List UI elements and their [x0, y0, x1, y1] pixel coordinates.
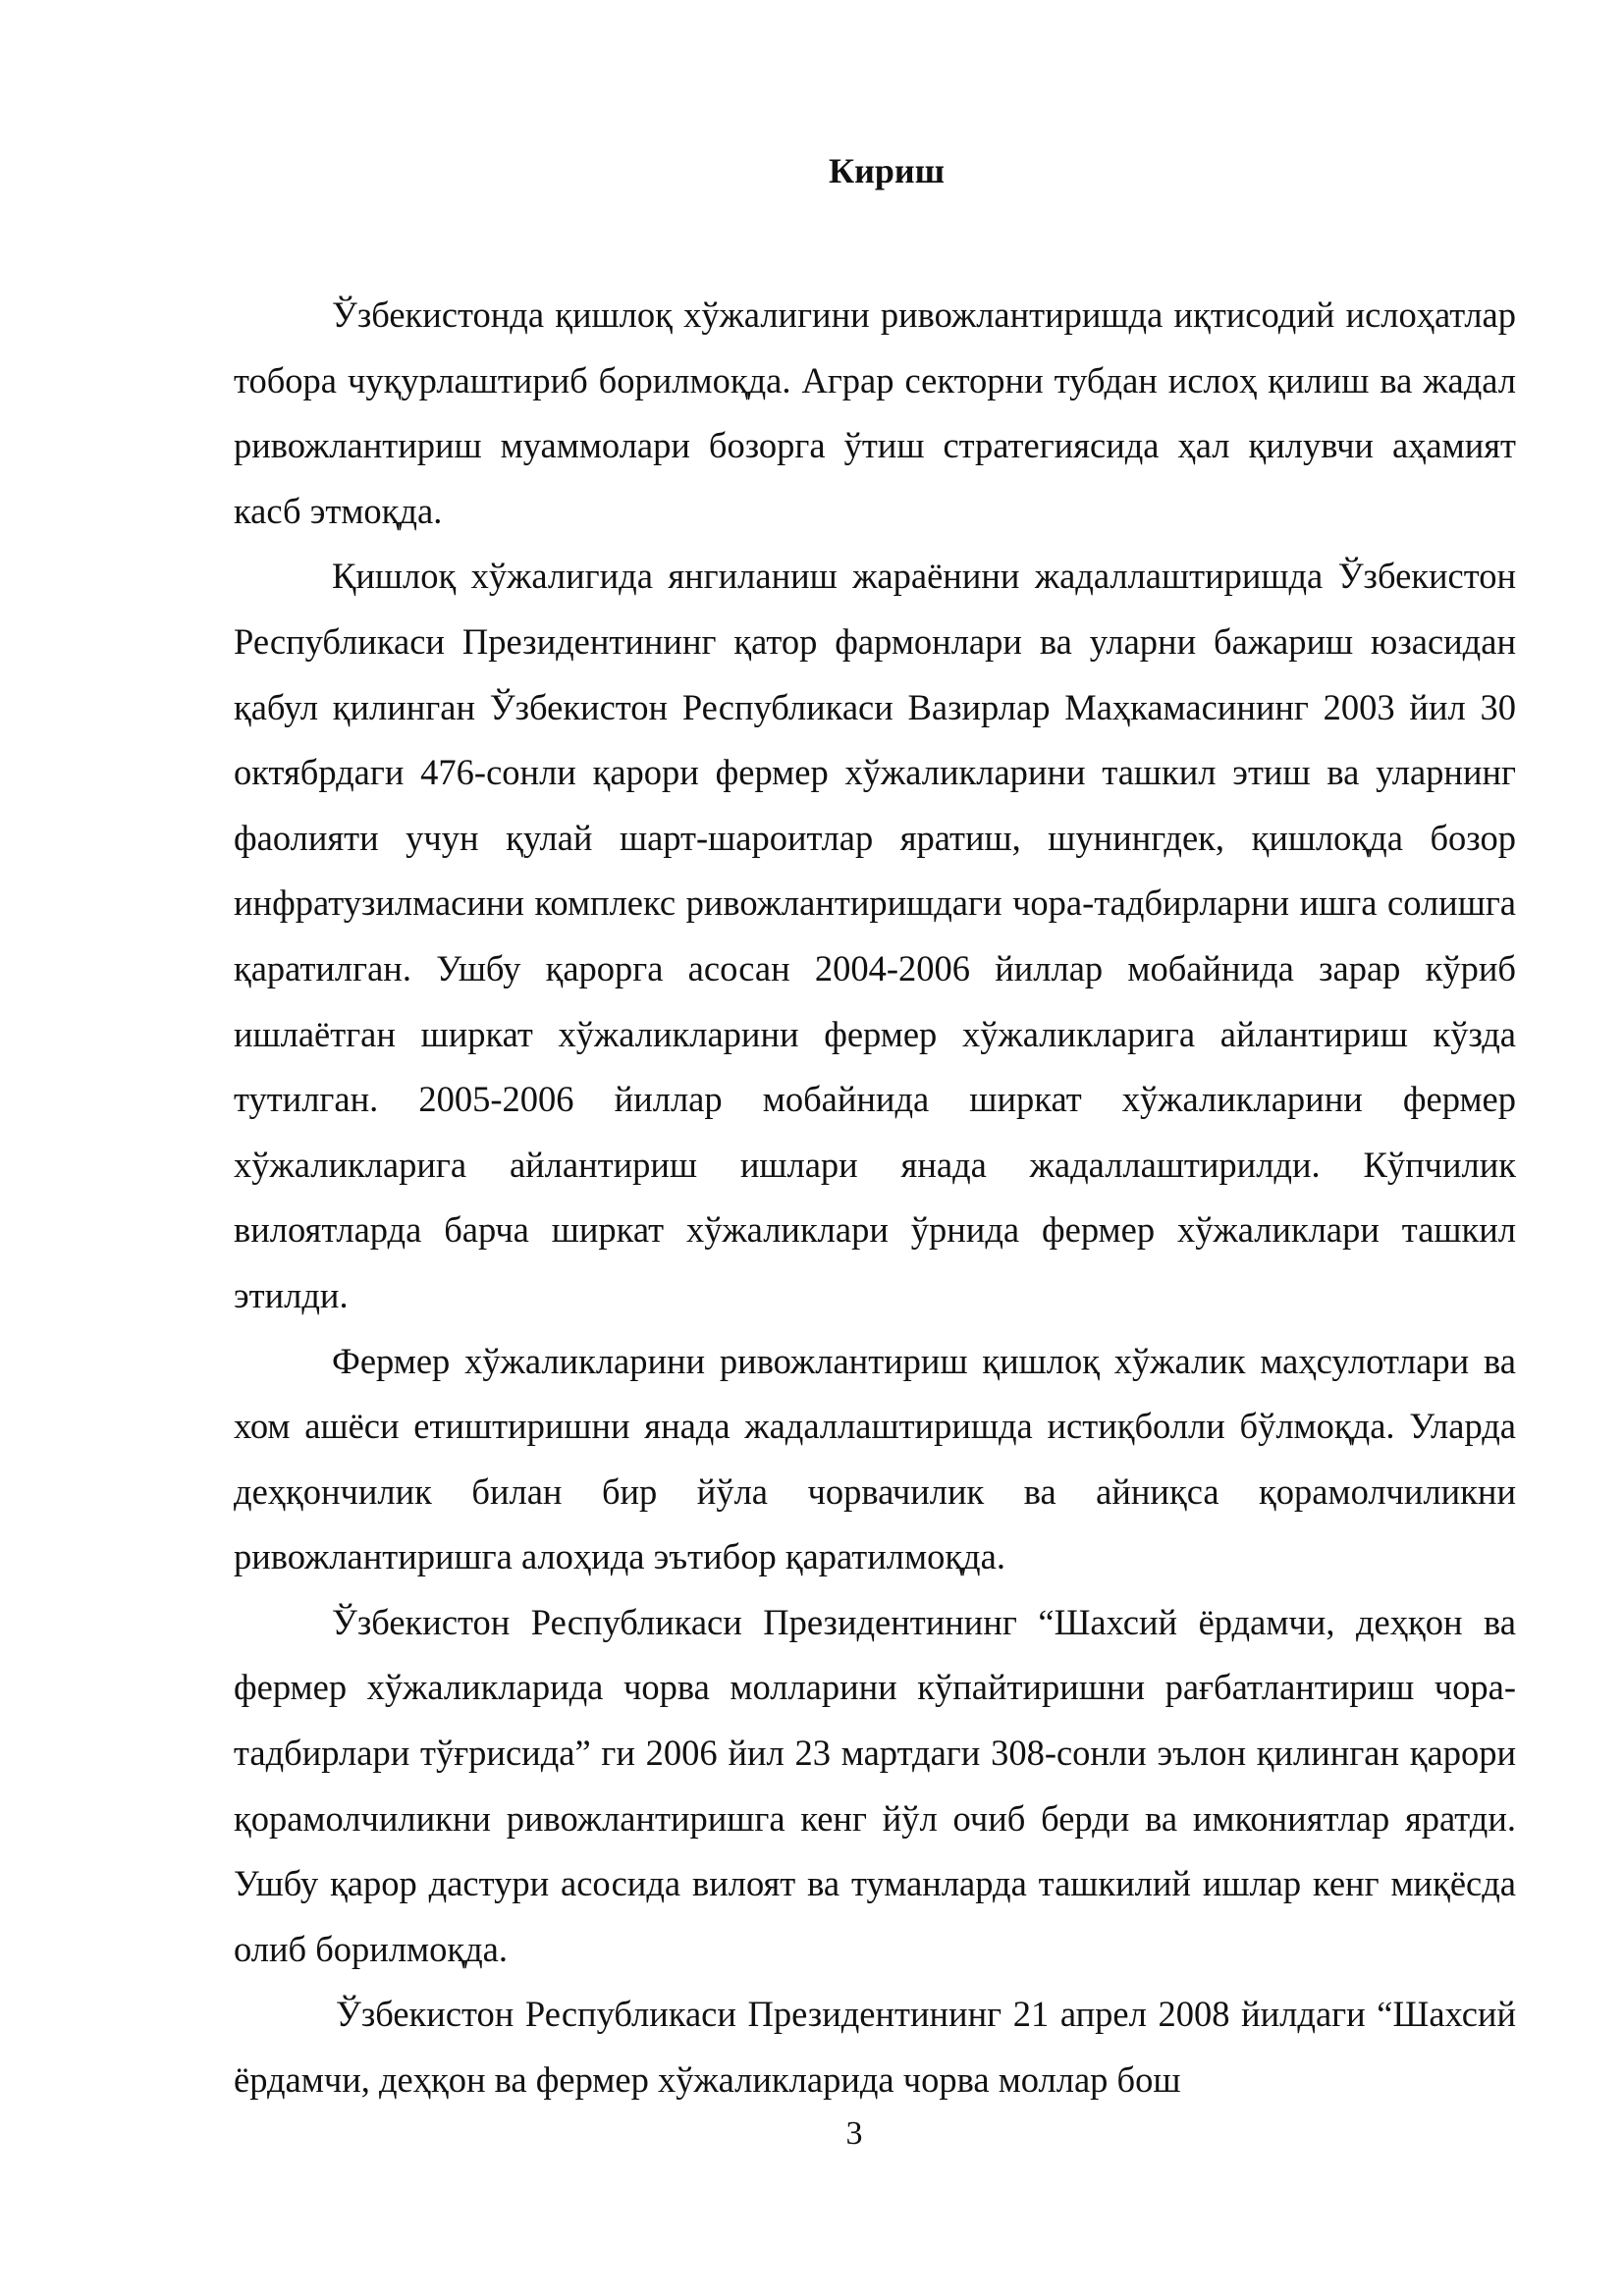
paragraph-2: Қишлоқ хўжалигида янгиланиш жараёнини жадаллаштиришда Ўзбекистон Республикаси Президентининг қатор фармонлари ва уларни бажариш юзасидан қабул қилинган Ўзбекистон Республикаси Вазирлар Маҳкамасининг 2003 йил 30 октябрдаги 476-сонли қарори фермер хўжаликларини ташкил этиш ва уларнинг фаолияти учун қулай шарт-шароитлар яратиш, шунингдек, қишлоқда бозор инфратузилмасини комплекс ривожлантиришдаги чора-тадбирларни ишга солишга қаратилган. Ушбу қарорга асосан 2004-2006 йиллар мобайнида зарар кўриб ишлаётган ширкат хўжаликларини фермер хўжаликларига айлантириш кўзда тутилган. 2005-2006 йиллар мобайнида ширкат хўжаликларини фермер хўжаликларига айлантириш ишлари янада жадаллаштирилди. Кўпчилик вилоятларда барча ширкат хўжаликлари ўрнида фермер хўжаликлари ташкил этилди.: [234, 556, 1516, 1315]
page-title: Кириш: [828, 151, 945, 190]
document-body: [234, 149, 1516, 2113]
paragraph-3: Фермер хўжаликларини ривожлантириш қишлоқ хўжалик маҳсулотлари ва хом ашёси етиштиришни янада жадаллаштиришда истиқболли бўлмоқда. Уларда деҳқончилик билан бир йўла чорвачилик ва айниқса қорамолчиликни ривожлантиришга алоҳида эътибор қаратилмоқда.: [234, 1340, 1516, 1577]
paragraph-1: Ўзбекистонда қишлоқ хўжалигини ривожлантиришда иқтисодий ислоҳатлар тобора чуқурлаштириб борилмоқда. Аграр секторни тубдан ислоҳ қилиш ва жадал ривожлантириш муаммолари бозорга ўтиш стратегиясида ҳал қилувчи аҳамият касб этмоқда.: [234, 294, 1516, 531]
paragraph-5: Ўзбекистон Республикаси Президентининг 21 апрел 2008 йилдаги “Шахсий ёрдамчи, деҳқон ва фермер хўжаликларида чорва моллар бош: [234, 1994, 1516, 2101]
paragraph-4: Ўзбекистон Республикаси Президентининг “Шахсий ёрдамчи, деҳқон ва фермер хўжаликларида чорва молларини кўпайтиришни рағбатлантириш чора-тадбирлари тўғрисида” ги 2006 йил 23 мартдаги 308-сонли эълон қилинган қарори қорамолчиликни ривожлантиришга кенг йўл очиб берди ва имкониятлар яратди. Ушбу қарор дастури асосида вилоят ва туманларда ташкилий ишлар кенг миқёсда олиб борилмоқда.: [234, 1601, 1516, 1969]
page-number: 3: [845, 2115, 863, 2152]
